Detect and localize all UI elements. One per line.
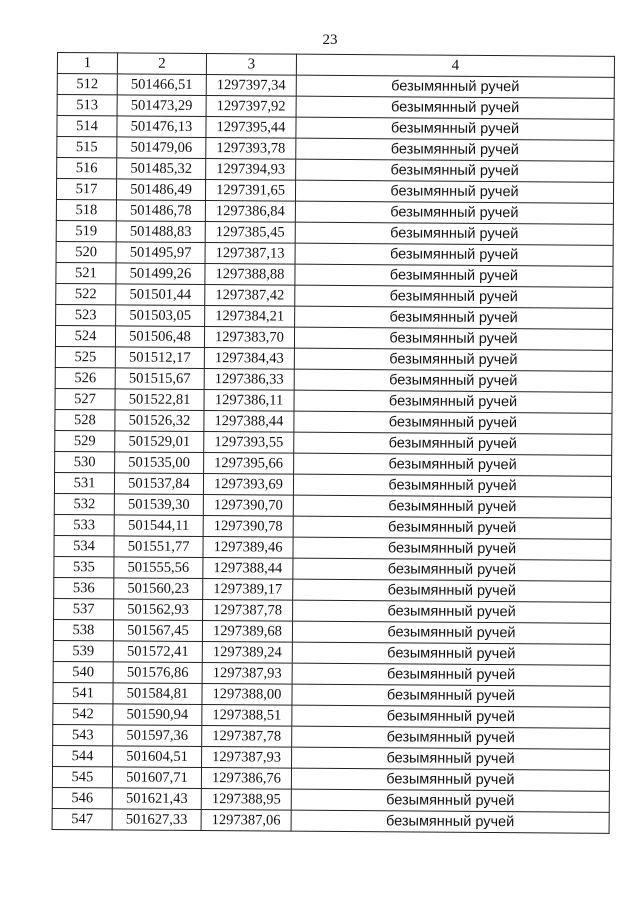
- y-coordinate-cell: 1297388,44: [203, 558, 293, 580]
- x-coordinate-cell: 501572,41: [113, 641, 202, 663]
- point-number-cell: 534: [54, 535, 114, 556]
- coordinates-table: [52, 52, 615, 834]
- x-coordinate-cell: 501597,36: [113, 725, 202, 747]
- description-cell: безымянный ручей: [294, 411, 612, 434]
- x-coordinate-cell: 501551,77: [114, 536, 203, 558]
- description-cell: безымянный ручей: [296, 159, 614, 182]
- point-number-cell: 518: [56, 199, 116, 220]
- y-coordinate-cell: 1297388,95: [201, 789, 291, 811]
- description-cell: безымянный ручей: [293, 516, 611, 539]
- description-cell: безымянный ручей: [293, 474, 611, 497]
- point-number-cell: 512: [57, 74, 117, 95]
- x-coordinate-cell: 501560,23: [114, 578, 203, 600]
- point-number-cell: 522: [56, 283, 116, 304]
- x-coordinate-cell: 501529,01: [115, 431, 204, 453]
- y-coordinate-cell: 1297388,51: [202, 705, 292, 727]
- table-body: [52, 74, 614, 834]
- x-coordinate-cell: 501567,45: [113, 620, 202, 642]
- y-coordinate-cell: 1297387,78: [202, 726, 292, 748]
- y-coordinate-cell: 1297387,93: [202, 747, 292, 769]
- x-coordinate-cell: 501621,43: [112, 788, 201, 810]
- column-header-1: 1: [57, 53, 117, 74]
- point-number-cell: 533: [54, 514, 114, 535]
- point-number-cell: 517: [56, 179, 116, 200]
- description-cell: безымянный ручей: [291, 768, 609, 791]
- column-header-4: 4: [296, 54, 614, 77]
- point-number-cell: 545: [52, 766, 112, 787]
- description-cell: безымянный ручей: [295, 285, 613, 308]
- y-coordinate-cell: 1297386,11: [204, 390, 294, 412]
- x-coordinate-cell: 501479,06: [117, 137, 206, 159]
- x-coordinate-cell: 501627,33: [112, 809, 201, 831]
- x-coordinate-cell: 501495,97: [116, 242, 205, 264]
- y-coordinate-cell: 1297384,43: [204, 348, 294, 370]
- description-cell: безымянный ручей: [292, 642, 610, 665]
- x-coordinate-cell: 501537,84: [114, 473, 203, 495]
- description-cell: безымянный ручей: [291, 810, 609, 833]
- point-number-cell: 525: [55, 346, 115, 367]
- point-number-cell: 515: [57, 137, 117, 158]
- description-cell: безымянный ручей: [296, 75, 614, 98]
- description-cell: безымянный ручей: [292, 684, 610, 707]
- y-coordinate-cell: 1297388,44: [204, 411, 294, 433]
- y-coordinate-cell: 1297388,88: [205, 264, 295, 286]
- y-coordinate-cell: 1297387,78: [203, 600, 293, 622]
- column-header-3: 3: [206, 54, 296, 76]
- point-number-cell: 520: [56, 241, 116, 262]
- x-coordinate-cell: 501526,32: [115, 410, 204, 432]
- description-cell: безымянный ручей: [295, 306, 613, 329]
- point-number-cell: 521: [56, 262, 116, 283]
- y-coordinate-cell: 1297395,66: [204, 453, 294, 475]
- x-coordinate-cell: 501485,32: [117, 158, 206, 180]
- description-cell: безымянный ручей: [296, 96, 614, 119]
- point-number-cell: 536: [54, 577, 114, 598]
- x-coordinate-cell: 501512,17: [115, 347, 204, 369]
- x-coordinate-cell: 501466,51: [117, 74, 206, 96]
- point-number-cell: 526: [55, 367, 115, 388]
- point-number-cell: 516: [57, 158, 117, 179]
- x-coordinate-cell: 501515,67: [115, 368, 204, 390]
- y-coordinate-cell: 1297397,34: [206, 75, 296, 97]
- point-number-cell: 543: [53, 724, 113, 745]
- description-cell: безымянный ручей: [294, 432, 612, 455]
- point-number-cell: 542: [53, 703, 113, 724]
- y-coordinate-cell: 1297391,65: [205, 180, 295, 202]
- y-coordinate-cell: 1297389,68: [202, 621, 292, 643]
- description-cell: безымянный ручей: [295, 201, 613, 224]
- description-cell: безымянный ручей: [291, 789, 609, 812]
- y-coordinate-cell: 1297389,24: [202, 642, 292, 664]
- description-cell: безымянный ручей: [292, 663, 610, 686]
- y-coordinate-cell: 1297387,42: [205, 285, 295, 307]
- x-coordinate-cell: 501473,29: [117, 95, 206, 117]
- x-coordinate-cell: 501486,78: [116, 200, 205, 222]
- description-cell: безымянный ручей: [295, 222, 613, 245]
- x-coordinate-cell: 501488,83: [116, 221, 205, 243]
- x-coordinate-cell: 501607,71: [112, 767, 201, 789]
- x-coordinate-cell: 501535,00: [115, 452, 204, 474]
- description-cell: безымянный ручей: [293, 600, 611, 623]
- point-number-cell: 524: [55, 325, 115, 346]
- point-number-cell: 530: [55, 451, 115, 472]
- y-coordinate-cell: 1297385,45: [205, 222, 295, 244]
- point-number-cell: 528: [55, 409, 115, 430]
- point-number-cell: 519: [56, 220, 116, 241]
- x-coordinate-cell: 501576,86: [113, 662, 202, 684]
- description-cell: безымянный ручей: [294, 348, 612, 371]
- y-coordinate-cell: 1297393,78: [206, 138, 296, 160]
- y-coordinate-cell: 1297387,06: [201, 810, 291, 832]
- y-coordinate-cell: 1297395,44: [206, 117, 296, 139]
- point-number-cell: 514: [57, 116, 117, 137]
- point-number-cell: 513: [57, 95, 117, 116]
- description-cell: безымянный ручей: [292, 747, 610, 770]
- description-cell: безымянный ручей: [296, 138, 614, 161]
- y-coordinate-cell: 1297397,92: [206, 96, 296, 118]
- point-number-cell: 535: [54, 556, 114, 577]
- x-coordinate-cell: 501476,13: [117, 116, 206, 138]
- x-coordinate-cell: 501503,05: [116, 305, 205, 327]
- description-cell: безымянный ручей: [296, 117, 614, 140]
- description-cell: безымянный ручей: [293, 537, 611, 560]
- y-coordinate-cell: 1297387,13: [205, 243, 295, 265]
- point-number-cell: 532: [54, 493, 114, 514]
- description-cell: безымянный ручей: [295, 243, 613, 266]
- point-number-cell: 546: [52, 787, 112, 808]
- point-number-cell: 547: [52, 808, 112, 829]
- y-coordinate-cell: 1297394,93: [206, 159, 296, 181]
- description-cell: безымянный ручей: [295, 180, 613, 203]
- y-coordinate-cell: 1297390,78: [203, 516, 293, 538]
- y-coordinate-cell: 1297386,84: [205, 201, 295, 223]
- y-coordinate-cell: 1297390,70: [203, 495, 293, 517]
- y-coordinate-cell: 1297389,46: [203, 537, 293, 559]
- y-coordinate-cell: 1297387,93: [202, 663, 292, 685]
- y-coordinate-cell: 1297383,70: [204, 327, 294, 349]
- point-number-cell: 531: [54, 472, 114, 493]
- y-coordinate-cell: 1297393,69: [203, 474, 293, 496]
- x-coordinate-cell: 501522,81: [115, 389, 204, 411]
- description-cell: безымянный ручей: [295, 264, 613, 287]
- y-coordinate-cell: 1297386,33: [204, 369, 294, 391]
- y-coordinate-cell: 1297389,17: [203, 579, 293, 601]
- x-coordinate-cell: 501499,26: [116, 263, 205, 285]
- description-cell: безымянный ручей: [293, 558, 611, 581]
- point-number-cell: 539: [53, 640, 113, 661]
- x-coordinate-cell: 501584,81: [113, 683, 202, 705]
- page-number: 23: [322, 32, 338, 48]
- y-coordinate-cell: 1297393,55: [204, 432, 294, 454]
- point-number-cell: 529: [55, 430, 115, 451]
- x-coordinate-cell: 501486,49: [116, 179, 205, 201]
- point-number-cell: 540: [53, 661, 113, 682]
- point-number-cell: 538: [53, 619, 113, 640]
- description-cell: безымянный ручей: [292, 705, 610, 728]
- table-row: [52, 808, 609, 833]
- point-number-cell: 537: [54, 598, 114, 619]
- x-coordinate-cell: 501590,94: [113, 704, 202, 726]
- description-cell: безымянный ручей: [294, 327, 612, 350]
- description-cell: безымянный ручей: [292, 726, 610, 749]
- x-coordinate-cell: 501555,56: [114, 557, 203, 579]
- x-coordinate-cell: 501604,51: [113, 746, 202, 768]
- x-coordinate-cell: 501562,93: [114, 599, 203, 621]
- description-cell: безымянный ручей: [293, 495, 611, 518]
- description-cell: безымянный ручей: [292, 621, 610, 644]
- point-number-cell: 523: [56, 304, 116, 325]
- description-cell: безымянный ручей: [293, 579, 611, 602]
- x-coordinate-cell: 501539,30: [114, 494, 203, 516]
- point-number-cell: 544: [53, 745, 113, 766]
- point-number-cell: 541: [53, 682, 113, 703]
- x-coordinate-cell: 501544,11: [114, 515, 203, 537]
- x-coordinate-cell: 501506,48: [115, 326, 204, 348]
- column-header-2: 2: [117, 53, 206, 75]
- y-coordinate-cell: 1297384,21: [205, 306, 295, 328]
- point-number-cell: 527: [55, 388, 115, 409]
- y-coordinate-cell: 1297386,76: [201, 768, 291, 790]
- description-cell: безымянный ручей: [294, 453, 612, 476]
- description-cell: безымянный ручей: [294, 390, 612, 413]
- description-cell: безымянный ручей: [294, 369, 612, 392]
- x-coordinate-cell: 501501,44: [116, 284, 205, 306]
- y-coordinate-cell: 1297388,00: [202, 684, 292, 706]
